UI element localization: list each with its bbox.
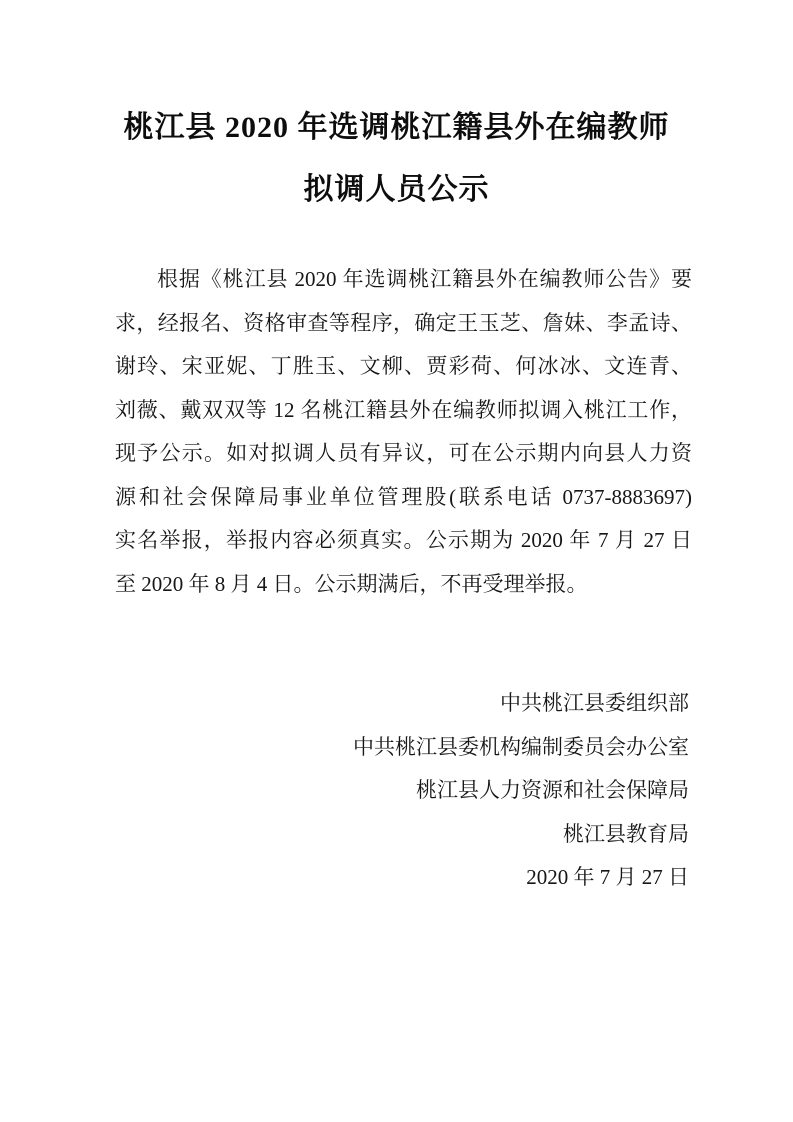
signature-org-1: 中共桃江县委组织部: [500, 691, 689, 715]
body-line: 求，经报名、资格审查等程序，确定王玉芝、詹妹、李孟诗、: [115, 310, 692, 335]
body-line: 根据《桃江县 2020 年选调桃江籍县外在编教师公告》要: [157, 267, 692, 291]
body-line: 谢玲、宋亚妮、丁胜玉、文柳、贾彩荷、何冰冰、文连青、: [115, 354, 692, 378]
body-line: 至 2020 年 8 月 4 日。公示期满后，不再受理举报。: [115, 571, 588, 596]
body-line: 源和社会保障局事业单位管理股(联系电话 0737-8883697): [115, 484, 692, 509]
body-line: 刘薇、戴双双等 12 名桃江籍县外在编教师拟调入桃江工作，: [115, 397, 692, 422]
body-line: 现予公示。如对拟调人员有异议，可在公示期内向县人力资: [115, 441, 692, 465]
body-line: 实名举报，举报内容必须真实。公示期为 2020 年 7 月 27 日: [115, 528, 692, 552]
title-line-1: 桃江县 2020 年选调桃江籍县外在编教师: [123, 111, 670, 144]
signature-block: [353, 682, 689, 900]
signature-org-4: 桃江县教育局: [563, 821, 689, 846]
signature-date: 2020 年 7 月 27 日: [526, 865, 689, 889]
body-paragraph: [115, 258, 692, 606]
signature-org-2: 中共桃江县委机构编制委员会办公室: [353, 734, 689, 759]
signature-org-3: 桃江县人力资源和社会保障局: [416, 778, 689, 802]
title-line-2: 拟调人员公示: [303, 173, 490, 206]
document-title: [0, 97, 793, 221]
